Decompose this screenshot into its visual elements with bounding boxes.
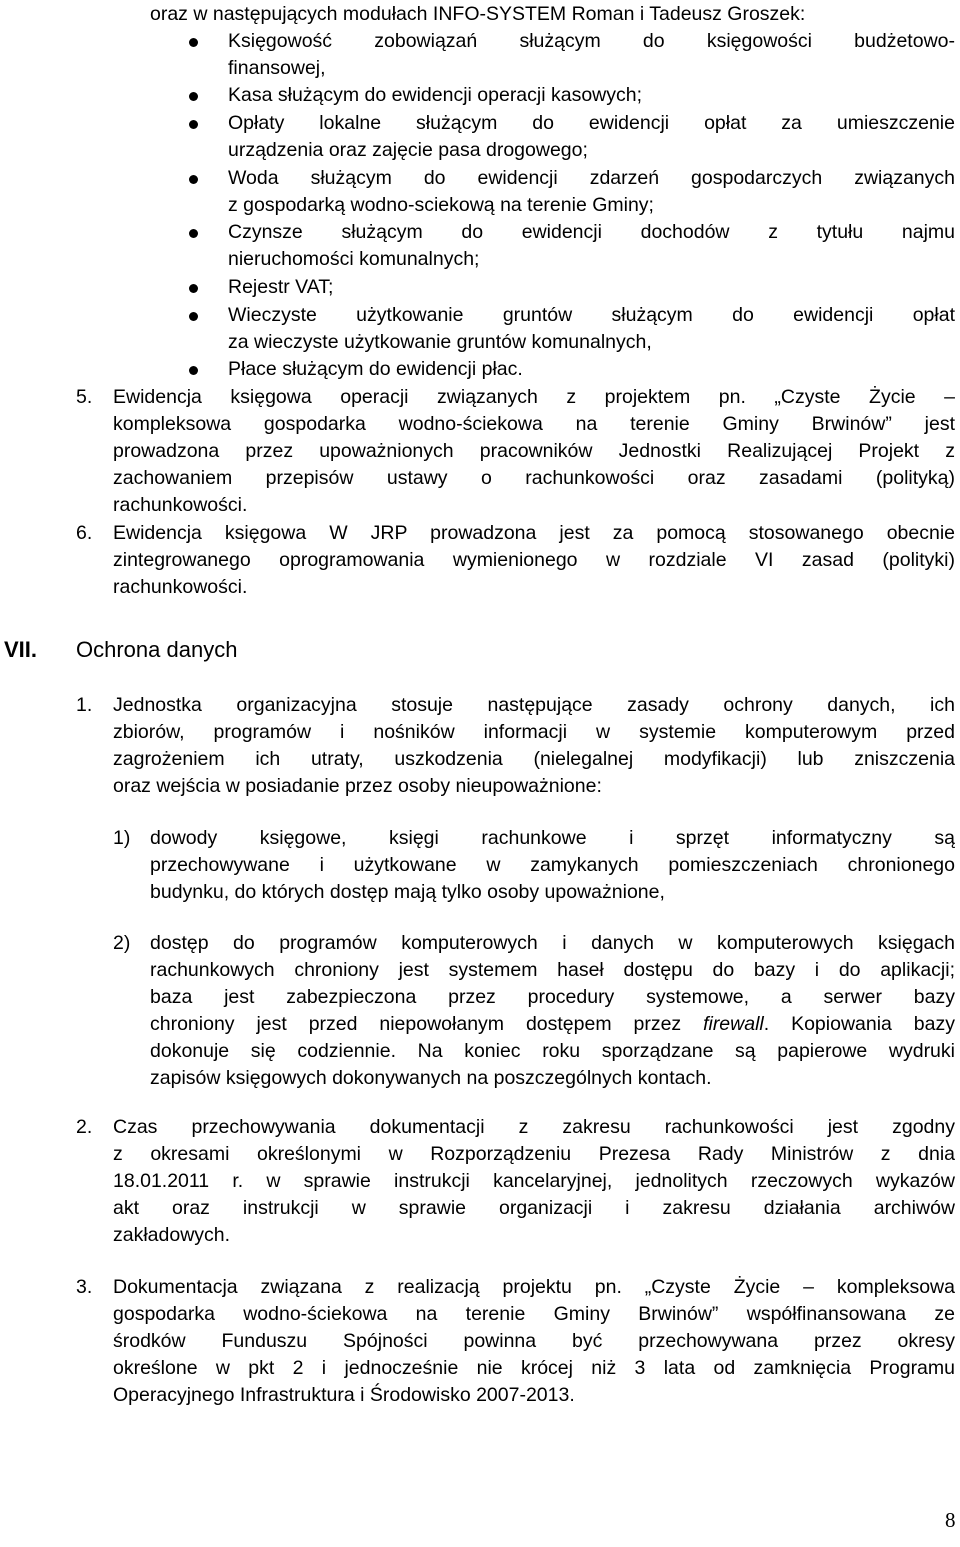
subitem-1-line: budynku, do których dostęp mają tylko osoby upoważnione, (150, 881, 665, 903)
module-item-text: Rejestr VAT; (228, 276, 334, 298)
module-item-text: Kasa służącym do ewidencji operacji kasowych; (228, 84, 643, 106)
module-item-text: Opłaty lokalne służącym do ewidencji opłat za umieszczenie (228, 112, 955, 134)
paragraph-number: 2. (76, 1116, 93, 1138)
bullet-icon (189, 92, 198, 101)
subitem-1-line: przechowywane i użytkowane w zamykanych pomieszczeniach chronionego (150, 854, 955, 876)
paragraph-1-line: Jednostka organizacyjna stosuje następujące zasady ochrony danych, ich (113, 694, 955, 716)
item-5-line: kompleksowa gospodarka wodno-ściekowa na terenie Gminy Brwinów” jest (113, 413, 955, 435)
paragraph-1-line: oraz wejścia w posiadanie przez osoby nieupoważnione: (113, 775, 602, 797)
module-item-text: finansowej, (228, 57, 326, 79)
item-number: 5. (76, 386, 93, 408)
module-item-text: Czynsze służącym do ewidencji dochodów z tytułu najmu (228, 221, 955, 243)
subitem-2-line: zapisów księgowych dokonywanych na poszczególnych kontach. (150, 1067, 712, 1089)
paragraph-2-line: 18.01.2011 r. w sprawie instrukcji kancelaryjnej, jednolitych rzeczowych wykazów (113, 1170, 955, 1192)
module-item-text: Płace służącym do ewidencji płac. (228, 358, 523, 380)
paragraph-3-line: Operacyjnego Infrastruktura i Środowisko 2007-2013. (113, 1384, 575, 1406)
module-item-text: Woda służącym do ewidencji zdarzeń gospodarczych związanych (228, 167, 955, 189)
subitem-number: 2) (113, 932, 131, 954)
bullet-icon (189, 312, 198, 321)
section-number: VII. (4, 637, 38, 662)
subitem-2-line: baza jest zabezpieczona przez procedury systemowe, a serwer bazy (150, 986, 955, 1008)
paragraph-3-line: Dokumentacja związana z realizacją projektu pn. „Czyste Życie – kompleksowa (113, 1276, 955, 1298)
subitem-2-line (150, 1011, 955, 1038)
module-item-text: za wieczyste użytkowanie gruntów komunalnych, (228, 331, 652, 353)
paragraph-number: 1. (76, 694, 93, 716)
item-5-line: prowadzona przez upoważnionych pracowników Jednostki Realizującej Projekt z (113, 440, 955, 462)
paragraph-2-line: z okresami określonymi w Rozporządzeniu Prezesa Rady Ministrów z dnia (113, 1143, 955, 1165)
module-item-text: Wieczyste użytkowanie gruntów służącym do ewidencji opłat (228, 304, 955, 326)
paragraph-2-line: zakładowych. (113, 1224, 231, 1246)
paragraph-1-line: zagrożeniem ich utraty, uszkodzenia (nielegalnej modyfikacji) lub zniszczenia (113, 748, 955, 770)
subitem-2-line: dokonuje się codziennie. Na koniec roku sporządzane są papierowe wydruki (150, 1040, 955, 1062)
paragraph-3-line: gospodarka wodno-ściekowa na terenie Gminy Brwinów” współfinansowana ze (113, 1303, 955, 1325)
section-title: Ochrona danych (76, 637, 238, 662)
bullet-icon (189, 229, 198, 238)
bullet-icon (189, 120, 198, 129)
item-6-line: rachunkowości. (113, 576, 248, 598)
module-item-text: urządzenia oraz zajęcie pasa drogowego; (228, 139, 588, 161)
paragraph-3-line: środków Funduszu Spójności powinna być przechowywana przez okresy (113, 1330, 955, 1352)
item-6-line: Ewidencja księgowa W JRP prowadzona jest za pomocą stosowanego obecnie (113, 522, 955, 544)
firewall-term: firewall (703, 1013, 764, 1035)
module-item-text: Księgowość zobowiązań służącym do księgowości budżetowo- (228, 30, 955, 52)
subitem-2-text: . Kopiowania bazy (763, 1013, 955, 1035)
bullet-icon (189, 38, 198, 47)
paragraph-1-line: zbiorów, programów i nośników informacji w systemie komputerowym przed (113, 721, 955, 743)
paragraph-number: 3. (76, 1276, 93, 1298)
item-5-line: rachunkowości. (113, 494, 248, 516)
paragraph-2-line: akt oraz instrukcji w sprawie organizacji i zakresu działania archiwów (113, 1197, 955, 1219)
module-item-text: nieruchomości komunalnych; (228, 248, 480, 270)
subitem-2-text: chroniony jest przed niepowołanym dostępem przez (150, 1013, 704, 1035)
subitem-2-line: dostęp do programów komputerowych i danych w komputerowych księgach (150, 932, 955, 954)
subitem-1-line: dowody księgowe, księgi rachunkowe i sprzęt informatyczny są (150, 827, 955, 849)
paragraph-3-line: określone w pkt 2 i jednocześnie nie krócej niż 3 lata od zamknięcia Programu (113, 1357, 955, 1379)
item-5-line: Ewidencja księgowa operacji związanych z projektem pn. „Czyste Życie – (113, 386, 955, 408)
bullet-icon (189, 366, 198, 375)
bullet-icon (189, 284, 198, 293)
subitem-2-line: rachunkowych chroniony jest systemem haseł dostępu do bazy i do aplikacji; (150, 959, 955, 981)
page-number: 8 (945, 1508, 956, 1532)
item-number: 6. (76, 522, 93, 544)
bullet-icon (189, 175, 198, 184)
item-5-line: zachowaniem przepisów ustawy o rachunkowości oraz zasadami (polityką) (113, 467, 955, 489)
item-6-line: zintegrowanego oprogramowania wymienionego w rozdziale VI zasad (polityki) (113, 549, 955, 571)
paragraph-2-line: Czas przechowywania dokumentacji z zakresu rachunkowości jest zgodny (113, 1116, 955, 1138)
intro-text: oraz w następujących modułach INFO-SYSTEM Roman i Tadeusz Groszek: (150, 3, 806, 25)
module-item-text: z gospodarką wodno-sciekową na terenie Gminy; (228, 194, 654, 216)
subitem-number: 1) (113, 827, 131, 849)
